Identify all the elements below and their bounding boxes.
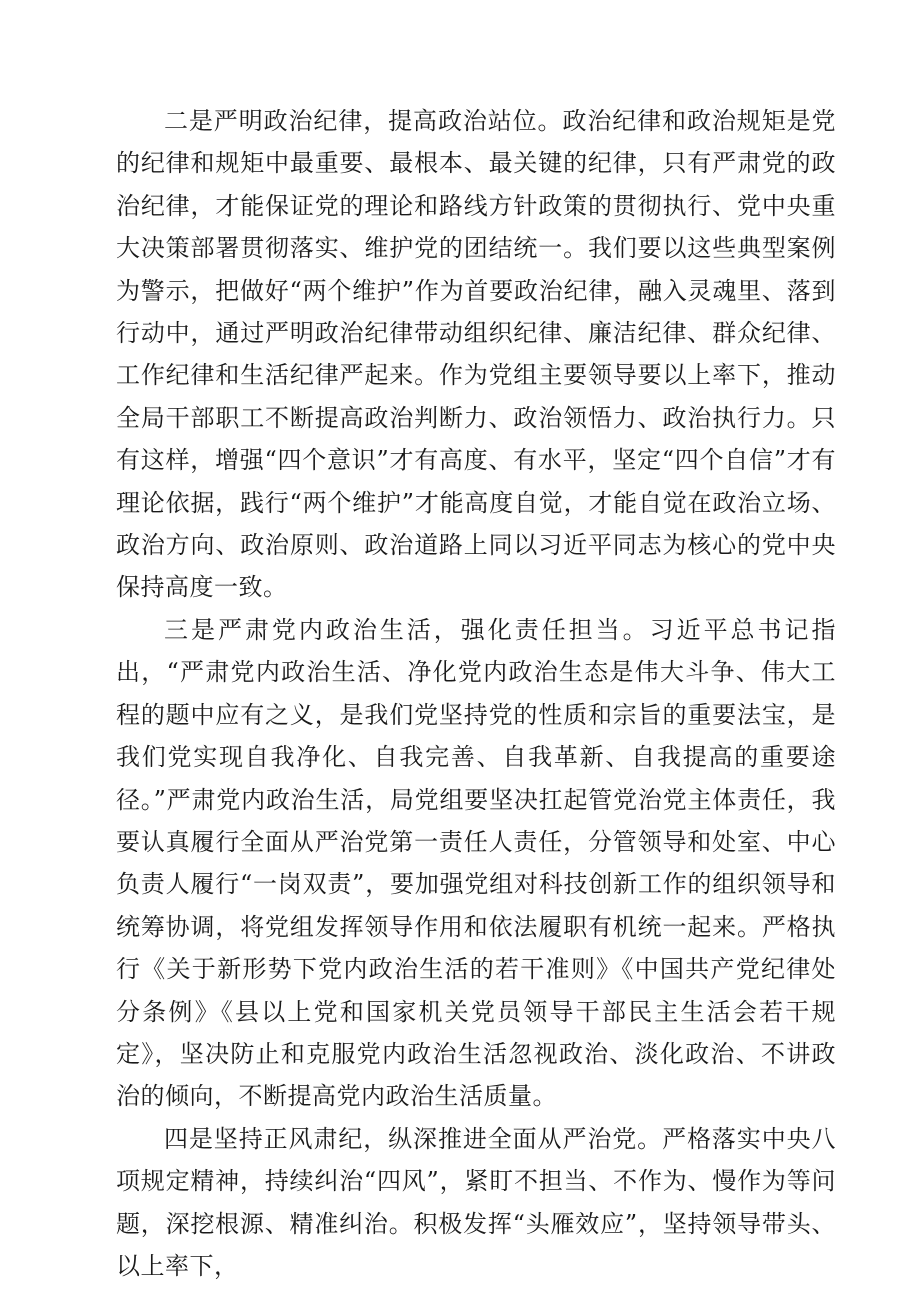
paragraph-party-political-life: 三是严肃党内政治生活，强化责任担当。习近平总书记指出，“严肃党内政治生活、净化党内政治生态是伟大斗争、伟大工程的题中应有之义，是我们党坚持党的性质和宗旨的重要法宝，是我们党实现自我净化、自我完善、自我革新、自我提高的重要途径。”严肃党内政治生活，局党组要坚决扛起管党治党主体责任，我要认真履行全面从严治党第一责任人责任，分管领导和处室、中心负责人履行“一岗双责”，要加强党组对科技创新工作的组织领导和统筹协调，将党组发挥领导作用和依法履职有机统一起来。严格执行《关于新形势下党内政治生活的若干准则》《中国共产党纪律处分条例》《县以上党和国家机关党员领导干部民主生活会若干规定》，坚决防止和克服党内政治生活忽视政治、淡化政治、不讲政治的倾向，不断提高党内政治生活质量。 (116, 615, 836, 1111)
paragraph-rectify-conduct: 四是坚持正风肃纪，纵深推进全面从严治党。严格落实中央八项规定精神，持续纠治“四风”，紧盯不担当、不作为、慢作为等问题，深挖根源、精准纠治。积极发挥“头雁效应”，坚持领导带头、以上率下， (116, 1124, 836, 1280)
paragraph-political-discipline: 二是严明政治纪律，提高政治站位。政治纪律和政治规矩是党的纪律和规矩中最重要、最根本、最关键的纪律，只有严肃党的政治纪律，才能保证党的理论和路线方针政策的贯彻执行、党中央重大决策部署贯彻落实、维护党的团结统一。我们要以这些典型案例为警示，把做好“两个维护”作为首要政治纪律，融入灵魂里、落到行动中，通过严明政治纪律带动组织纪律、廉洁纪律、群众纪律、工作纪律和生活纪律严起来。作为党组主要领导要以上率下，推动全局干部职工不断提高政治判断力、政治领悟力、政治执行力。只有这样，增强“四个意识”才有高度、有水平，坚定“四个自信”才有理论依据，践行“两个维护”才能高度自觉，才能自觉在政治立场、政治方向、政治原则、政治道路上同以习近平同志为核心的党中央保持高度一致。 (116, 107, 836, 602)
document-body (116, 100, 836, 1287)
